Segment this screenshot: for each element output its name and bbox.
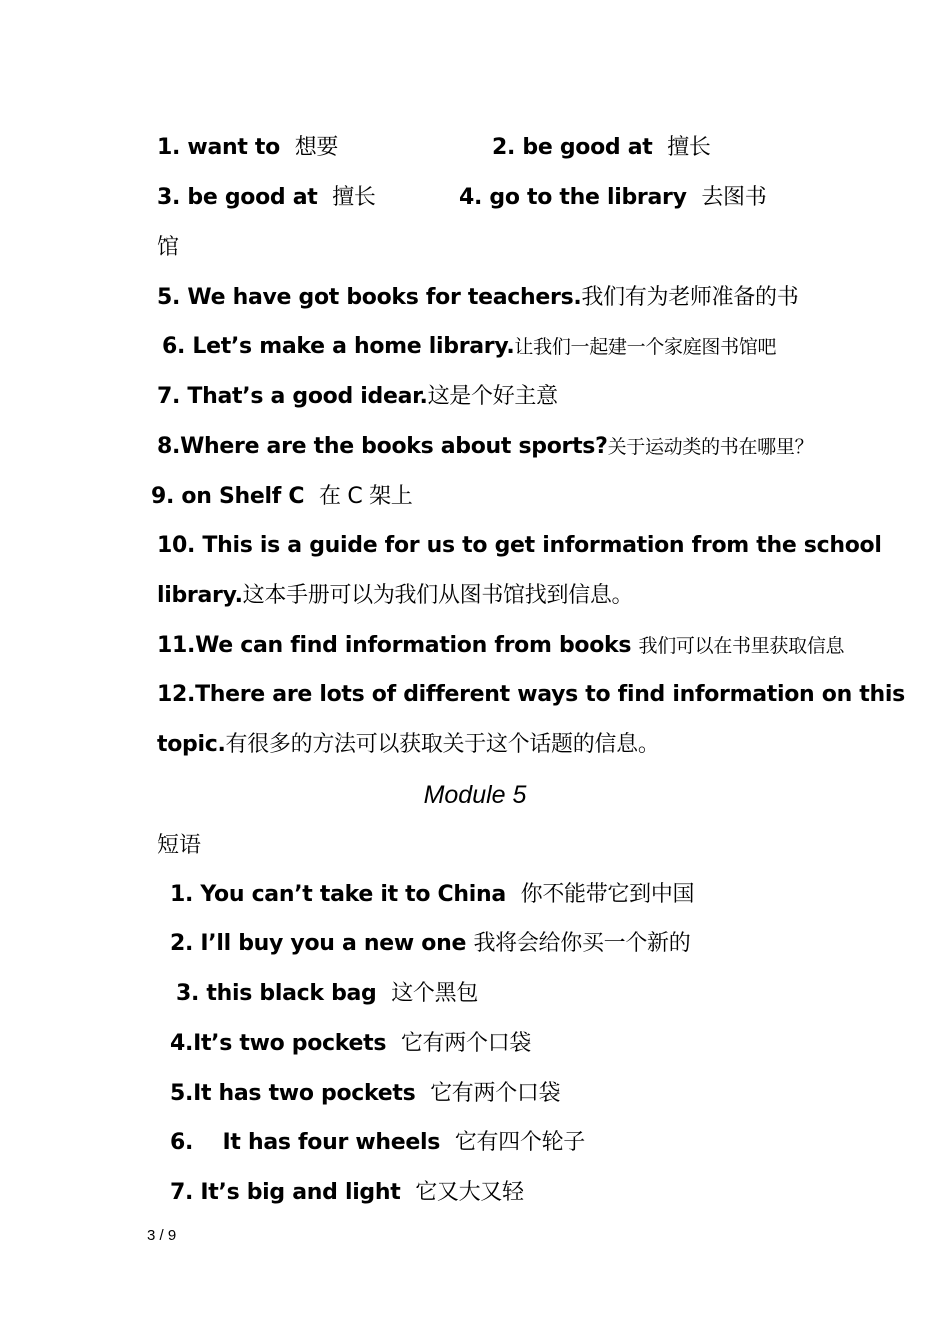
- sentence-en: 11.We can find information from books: [157, 633, 632, 658]
- module-heading: Module 5: [423, 781, 527, 809]
- sentence-line-5: [157, 283, 798, 313]
- phrase-en: 3. this black bag: [176, 981, 377, 1006]
- phrase-zh: 它有两个口袋: [400, 1031, 532, 1056]
- sentence-zh: 让我们一起建一个家庭图书馆吧: [514, 336, 777, 358]
- module5-line-6: [170, 1128, 585, 1158]
- sentence-line-9: [151, 482, 413, 512]
- phrase-en: 4. go to the library: [459, 185, 687, 210]
- sentence-zh: 这本手册可以为我们从图书馆找到信息。: [242, 583, 634, 608]
- sentence-en: 10. This is a guide for us to get information from the school: [157, 533, 882, 558]
- phrase-zh: 我将会给你买一个新的: [473, 931, 691, 956]
- module5-line-7: [170, 1178, 524, 1208]
- phrase-en: 1. You can’t take it to China: [170, 882, 506, 907]
- sentence-zh: 在 C 架上: [318, 484, 413, 509]
- phrase-zh: 想要: [294, 135, 339, 160]
- phrase-zh: 这个黑包: [391, 981, 479, 1006]
- sentence-zh: 关于运动类的书在哪里？: [607, 436, 814, 458]
- sentence-en: 6. Let’s make a home library.: [162, 334, 515, 359]
- sentence-line-10: [157, 531, 882, 561]
- phrase-zh: 馆: [157, 235, 179, 260]
- phrase-line-2: [492, 133, 711, 163]
- phrase-zh: 去图书: [701, 185, 767, 210]
- phrase-en: 3. be good at: [157, 185, 318, 210]
- sentence-zh: 我们有为老师准备的书: [581, 285, 799, 310]
- sentence-en: 5. We have got books for teachers.: [157, 285, 582, 310]
- sentence-en: 12.There are lots of different ways to find information on this: [157, 682, 905, 707]
- phrase-zh: 擅长: [667, 135, 711, 160]
- sentence-line-7: [157, 382, 558, 412]
- phrase-en: 7. It’s big and light: [170, 1180, 401, 1205]
- sentence-en: 9. on Shelf C: [151, 484, 305, 509]
- phrase-en: 5.It has two pockets: [170, 1081, 416, 1106]
- phrase-en: 2. be good at: [492, 135, 653, 160]
- page-number: 3 / 9: [147, 1227, 177, 1244]
- phrase-en: 1. want to: [157, 135, 280, 160]
- sentence-zh: 这是个好主意: [427, 384, 558, 409]
- phrase-line-1: [157, 133, 338, 163]
- sentence-line-10-wrap: [157, 581, 633, 611]
- module5-line-3: [176, 979, 478, 1009]
- phrase-zh: 它有两个口袋: [430, 1081, 561, 1106]
- sentence-zh: 有很多的方法可以获取关于这个话题的信息。: [225, 732, 660, 757]
- sentence-line-12: [157, 680, 905, 710]
- sentence-en: 7. That’s a good idear.: [157, 384, 428, 409]
- sentence-en: 8.Where are the books about sports?: [157, 434, 608, 459]
- sentence-en: library.: [157, 583, 243, 608]
- module5-line-1: [170, 880, 694, 910]
- phrase-en: 4.It’s two pockets: [170, 1031, 387, 1056]
- phrase-zh: 你不能带它到中国: [520, 882, 695, 907]
- phrase-line-4: [459, 183, 766, 213]
- sentence-line-11: [157, 631, 844, 661]
- module5-line-5: [170, 1079, 560, 1109]
- sentence-line-8: [157, 432, 813, 462]
- phrase-line-4-wrap: [157, 233, 179, 263]
- phrase-zh: 它又大又轻: [415, 1180, 524, 1205]
- phrase-zh: 擅长: [332, 185, 376, 210]
- module5-line-2: [170, 929, 690, 959]
- section-label: 短语: [157, 833, 202, 858]
- phrase-en: 2. I’ll buy you a new one: [170, 931, 467, 956]
- sentence-line-6: [162, 332, 776, 362]
- module5-line-4: [170, 1029, 531, 1059]
- phrase-zh: 它有四个轮子: [454, 1130, 585, 1155]
- phrase-line-3: [157, 183, 376, 213]
- sentence-line-12-wrap: [157, 730, 660, 760]
- sentence-zh: 我们可以在书里获取信息: [638, 635, 845, 657]
- sentence-en: topic.: [157, 732, 226, 757]
- phrase-en: 6. It has four wheels: [170, 1130, 441, 1155]
